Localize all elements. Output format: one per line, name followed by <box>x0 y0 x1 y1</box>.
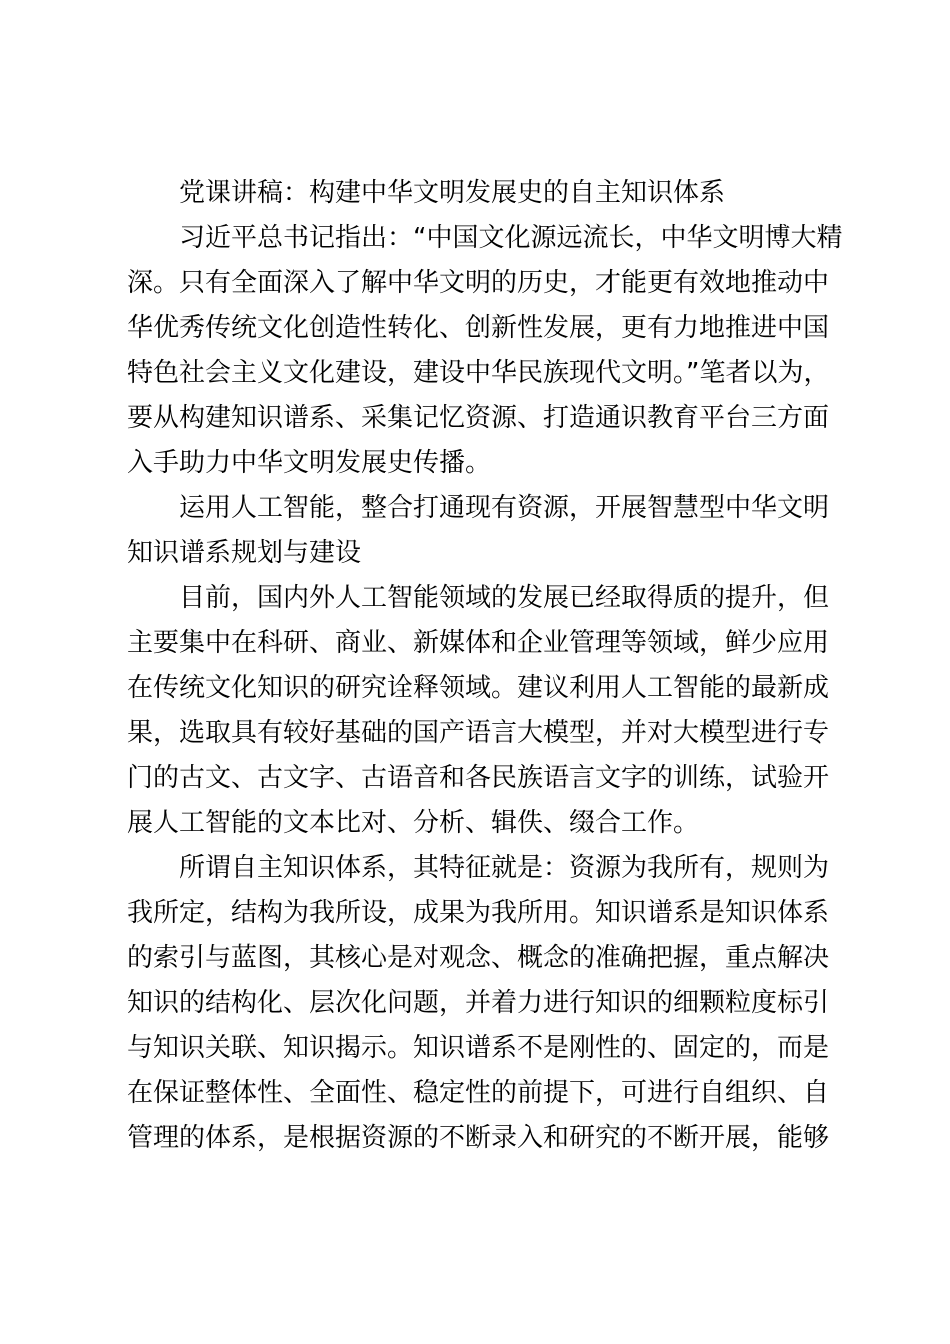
paragraph-line: 在传统文化知识的研究诠释领域。建议利用人工智能的最新成 <box>127 673 830 703</box>
paragraph-line: 目前，国内外人工智能领域的发展已经取得质的提升，但 <box>179 583 830 613</box>
paragraph-line: 深。只有全面深入了解中华文明的历史，才能更有效地推动中 <box>127 268 830 298</box>
paragraph-line: 的索引与蓝图，其核心是对观念、概念的准确把握，重点解决 <box>127 943 830 973</box>
paragraph-line: 门的古文、古文字、古语音和各民族语言文字的训练，试验开 <box>127 763 830 793</box>
document-title: 党课讲稿：构建中华文明发展史的自主知识体系 <box>179 178 726 208</box>
paragraph-line: 运用人工智能，整合打通现有资源，开展智慧型中华文明 <box>179 493 830 523</box>
paragraph-line: 入手助力中华文明发展史传播。 <box>127 448 492 478</box>
document-body <box>127 171 843 1161</box>
paragraph-line: 知识的结构化、层次化问题，并着力进行知识的细颗粒度标引 <box>127 988 830 1018</box>
paragraph-line: 与知识关联、知识揭示。知识谱系不是刚性的、固定的，而是 <box>127 1033 830 1063</box>
paragraph-line: 果，选取具有较好基础的国产语言大模型，并对大模型进行专 <box>127 718 830 748</box>
paragraph-line: 管理的体系，是根据资源的不断录入和研究的不断开展，能够 <box>127 1123 830 1153</box>
paragraph-line: 所谓自主知识体系，其特征就是：资源为我所有，规则为 <box>179 853 830 883</box>
paragraph-line: 特色社会主义文化建设，建设中华民族现代文明。”笔者以为， <box>127 358 830 388</box>
paragraph-line: 我所定，结构为我所设，成果为我所用。知识谱系是知识体系 <box>127 898 830 928</box>
paragraph-line: 华优秀传统文化创造性转化、创新性发展，更有力地推进中国 <box>127 313 830 343</box>
paragraph-line: 要从构建知识谱系、采集记忆资源、打造通识教育平台三方面 <box>127 403 830 433</box>
section-heading-paragraph <box>127 486 830 576</box>
paragraph-3 <box>127 576 830 846</box>
paragraph-line: 知识谱系规划与建设 <box>127 538 362 568</box>
paragraph-4 <box>127 846 830 1161</box>
paragraph-line: 在保证整体性、全面性、稳定性的前提下，可进行自组织、自 <box>127 1078 830 1108</box>
paragraph-1 <box>127 216 843 486</box>
paragraph-line: 习近平总书记指出：“中国文化源远流长，中华文明博大精 <box>179 223 843 253</box>
paragraph-line: 展人工智能的文本比对、分析、辑佚、缀合工作。 <box>127 808 700 838</box>
paragraph-line: 主要集中在科研、商业、新媒体和企业管理等领域，鲜少应用 <box>127 628 830 658</box>
